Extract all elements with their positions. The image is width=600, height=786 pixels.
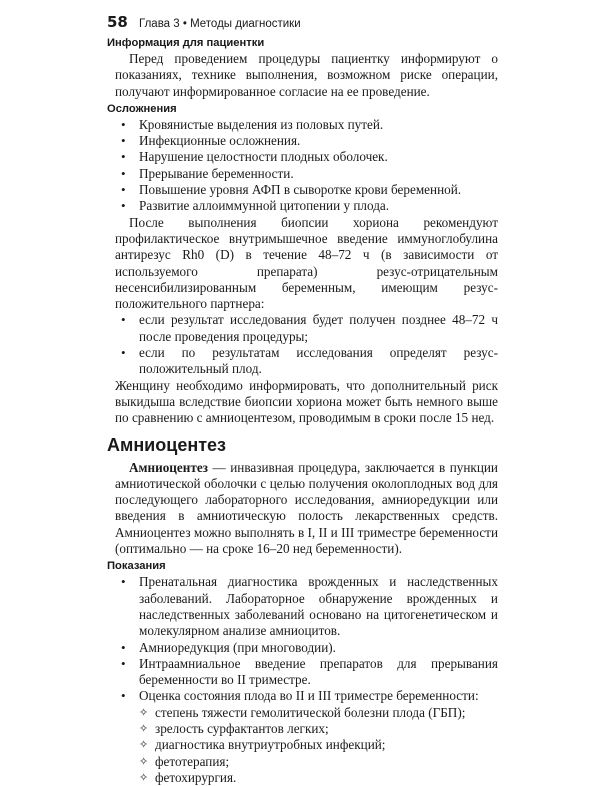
paragraph-patient-info: Перед проведением процедуры пациентку информируют о показаниях, технике выполнения, возможном риске операции, получают информированное согласие на ее проведение. (115, 51, 498, 99)
sublist-item: ✧ диагностика внутриутробных инфекций; (139, 737, 386, 753)
sublist-item: ✧ зрелость сурфактантов легких; (139, 720, 329, 736)
paragraph-miscarriage-risk: Женщину необходимо информировать, что дополнительный риск выкидыша вследствие биопсии хориона может быть немного выше по сравнению с амниоцентезом, проводимым в сроки после 15 нед. (115, 377, 498, 426)
subheading-complications: Осложнения (107, 102, 177, 115)
bullet-icon: • (121, 133, 126, 149)
bullet-icon: • (121, 312, 126, 328)
bullet-icon: • (121, 345, 126, 361)
list-item: • Кровянистые выделения из половых путей. (121, 116, 384, 132)
bullet-icon: • (121, 574, 126, 590)
running-header (107, 14, 498, 36)
complications-list (115, 117, 498, 215)
bullet-icon: • (121, 149, 126, 165)
subheading-indications: Показания (107, 560, 166, 573)
list-item: • если по результатам исследования определят резус-положительный плод. (121, 345, 498, 377)
list-item: • Интраамниальное введение препаратов для прерывания беременности во II триместре. (121, 655, 498, 688)
list-item: • Амниоредукция (при многоводии). (121, 639, 336, 655)
bullet-icon: • (121, 182, 126, 198)
book-page (107, 13, 498, 786)
diamond-icon: ✧ (139, 722, 149, 735)
diamond-icon: ✧ (139, 706, 149, 719)
list-item: • Развитие аллоиммунной цитопении у плода. (121, 198, 390, 214)
section-title-amniocentesis: Амниоцентез (107, 434, 226, 455)
diamond-icon: ✧ (139, 755, 149, 768)
list-item: • Повышение уровня АФП в сыворотке крови беременной. (121, 182, 462, 198)
sublist-item: ✧ фетохирургия. (139, 769, 237, 785)
page-number: 58 (107, 13, 128, 31)
list-item: • Прерывание беременности. (121, 165, 294, 181)
bullet-icon: • (121, 688, 126, 704)
diamond-icon: ✧ (139, 771, 149, 784)
list-item: • Инфекционные осложнения. (121, 133, 301, 149)
bullet-icon: • (121, 116, 126, 132)
fetal-assessment-sublist (139, 705, 498, 786)
diamond-icon: ✧ (139, 739, 149, 752)
sublist-item: ✧ фетотерапия; (139, 753, 230, 769)
list-item: • Оценка состояния плода во II и III триместре беременности: ✧ степень тяжести гемолитической болезни плода (ГБП); ✧ зрелость сурфактантов легких; ✧ диагностика внутриутробных инфекций; ✧ фетотерапия; ✧ фетохирургия. (115, 688, 498, 786)
sublist-item: ✧ степень тяжести гемолитической болезни плода (ГБП); (139, 704, 466, 720)
defined-term: Амниоцентез (129, 459, 208, 475)
subheading-patient-info: Информация для пациентки (107, 37, 265, 49)
chapter-title: Глава 3 • Методы диагностики (139, 18, 301, 30)
bullet-icon: • (121, 639, 126, 655)
list-item: • Пренатальная диагностика врожденных и наследственных заболеваний. Лабораторное обнаружение врожденных и наследственных заболеваний основано на цитогенетическом и молекулярном анализе амниоцитов. (121, 574, 498, 639)
paragraph-rh-prophylaxis: После выполнения биопсии хориона рекомендуют профилактическое внутримышечное введение иммуноглобулина антирезус Rh0 (D) в течение 48–72 ч (в зависимости от используемого препарата) резус-отрицательным несенсибилизированным беременным, имеющим резус-положительного партнера: (115, 214, 498, 312)
rh-conditions-list (115, 312, 498, 377)
bullet-icon: • (121, 198, 126, 214)
indications-list (115, 574, 498, 786)
bullet-icon: • (121, 165, 126, 181)
bullet-icon: • (121, 655, 126, 671)
list-item: • если результат исследования будет получен позднее 48–72 ч после проведения процедуры; (121, 312, 498, 344)
paragraph-amniocentesis-definition: Амниоцентез — инвазивная процедура, заключается в пункции амниотической оболочки с целью получения околоплодных вод для последующего лабораторного исследования, амниоредукции или введения в амниотическую полость лекарственных средств. Амниоцентез можно выполнять в I, II и III триместре беременности (оптимально — на сроке 16–20 нед беременности). (115, 459, 498, 557)
list-item: • Нарушение целостности плодных оболочек. (121, 149, 388, 165)
